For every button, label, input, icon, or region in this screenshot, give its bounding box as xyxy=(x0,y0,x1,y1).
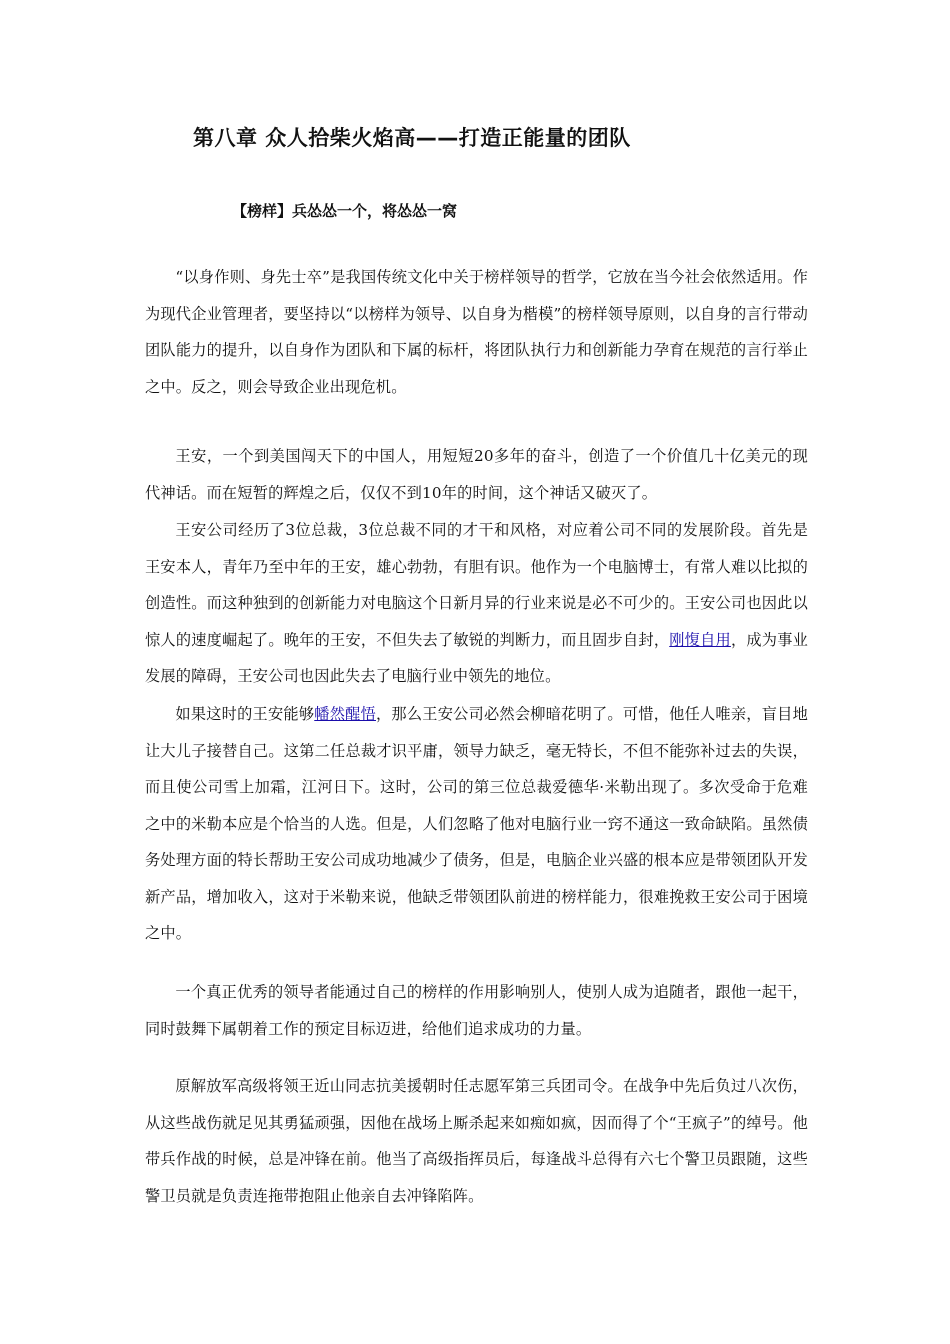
paragraph-three-presidents xyxy=(145,512,808,695)
paragraph-leadership: 一个真正优秀的领导者能通过自己的榜样的作用影响别人，使别人成为追随者，跟他一起干，同时鼓舞下属朝着工作的预定目标迈进，给他们追求成功的力量。 xyxy=(145,983,808,1038)
paragraph-text: 王安公司经历了3位总裁，3位总裁不同的才干和风格，对应着公司不同的发展阶段。首先是王安本人，青年乃至中年的王安，雄心勃勃，有胆有识。他作为一个电脑博士，有常人难以比拟的创造性。而这种独到的创新能力对电脑这个日新月异的行业来说是必不可少的。王安公司也因此以惊人的速度崛起了。晚年的王安，不但失去了敏锐的判断力，而且固步自封， xyxy=(145,521,808,649)
paragraph-wang-jinshan: 原解放军高级将领王近山同志抗美援朝时任志愿军第三兵团司令。在战争中先后负过八次伤，从这些战伤就足见其勇猛顽强，因他在战场上厮杀起来如痴如疯，因而得了个“王疯子”的绰号。他带兵作战的时候，总是冲锋在前。他当了高级指挥员后，每逢战斗总得有六七个警卫员跟随，这些警卫员就是负责连拖带抱阻止他亲自去冲锋陷阵。 xyxy=(145,1077,808,1205)
link-fanran-xingwu[interactable]: 幡然醒悟 xyxy=(314,705,376,723)
chapter-title: 第八章 众人拾柴火焰高——打造正能量的团队 xyxy=(193,126,631,150)
paragraph-intro: “以身作则、身先士卒”是我国传统文化中关于榜样领导的哲学，它放在当今社会依然适用。作为现代企业管理者，要坚持以“以榜样为领导、以自身为楷模”的榜样领导原则，以自身的言行带动团队能力的提升，以自身作为团队和下属的标杆，将团队执行力和创新能力孕育在规范的言行举止之中。反之，则会导致企业出现危机。 xyxy=(145,268,808,396)
section-title: 【榜样】兵怂怂一个，将怂怂一窝 xyxy=(232,202,458,220)
paragraph-text: ，成为事业发展的障碍，王安公司也因此失去了电脑行业中领先的地位。 xyxy=(145,630,808,685)
link-gangbi-ziyong[interactable]: 刚愎自用 xyxy=(669,630,731,649)
paragraph-wang-an-intro: 王安，一个到美国闯天下的中国人，用短短20多年的奋斗，创造了一个价值几十亿美元的现代神话。而在短暂的辉煌之后，仅仅不到10年的时间，这个神话又破灭了。 xyxy=(145,447,808,502)
paragraph-text: ，那么王安公司必然会柳暗花明了。可惜，他任人唯亲，盲目地让大儿子接替自己。这第二任总裁才识平庸，领导力缺乏，毫无特长，不但不能弥补过去的失误，而且使公司雪上加霜，江河日下。这时，公司的第三位总裁爱德华·米勒出现了。多次受命于危难之中的米勒本应是个恰当的人选。但是，人们忽略了他对电脑行业一窍不通这一致命缺陷。虽然债务处理方面的特长帮助王安公司成功地减少了债务，但是，电脑企业兴盛的根本应是带领团队开发新产品，增加收入，这对于米勒来说，他缺乏带领团队前进的榜样能力，很难挽救王安公司于困境之中。 xyxy=(145,705,808,942)
paragraph-succession xyxy=(145,696,808,952)
paragraph-text: 如果这时的王安能够 xyxy=(175,705,315,723)
